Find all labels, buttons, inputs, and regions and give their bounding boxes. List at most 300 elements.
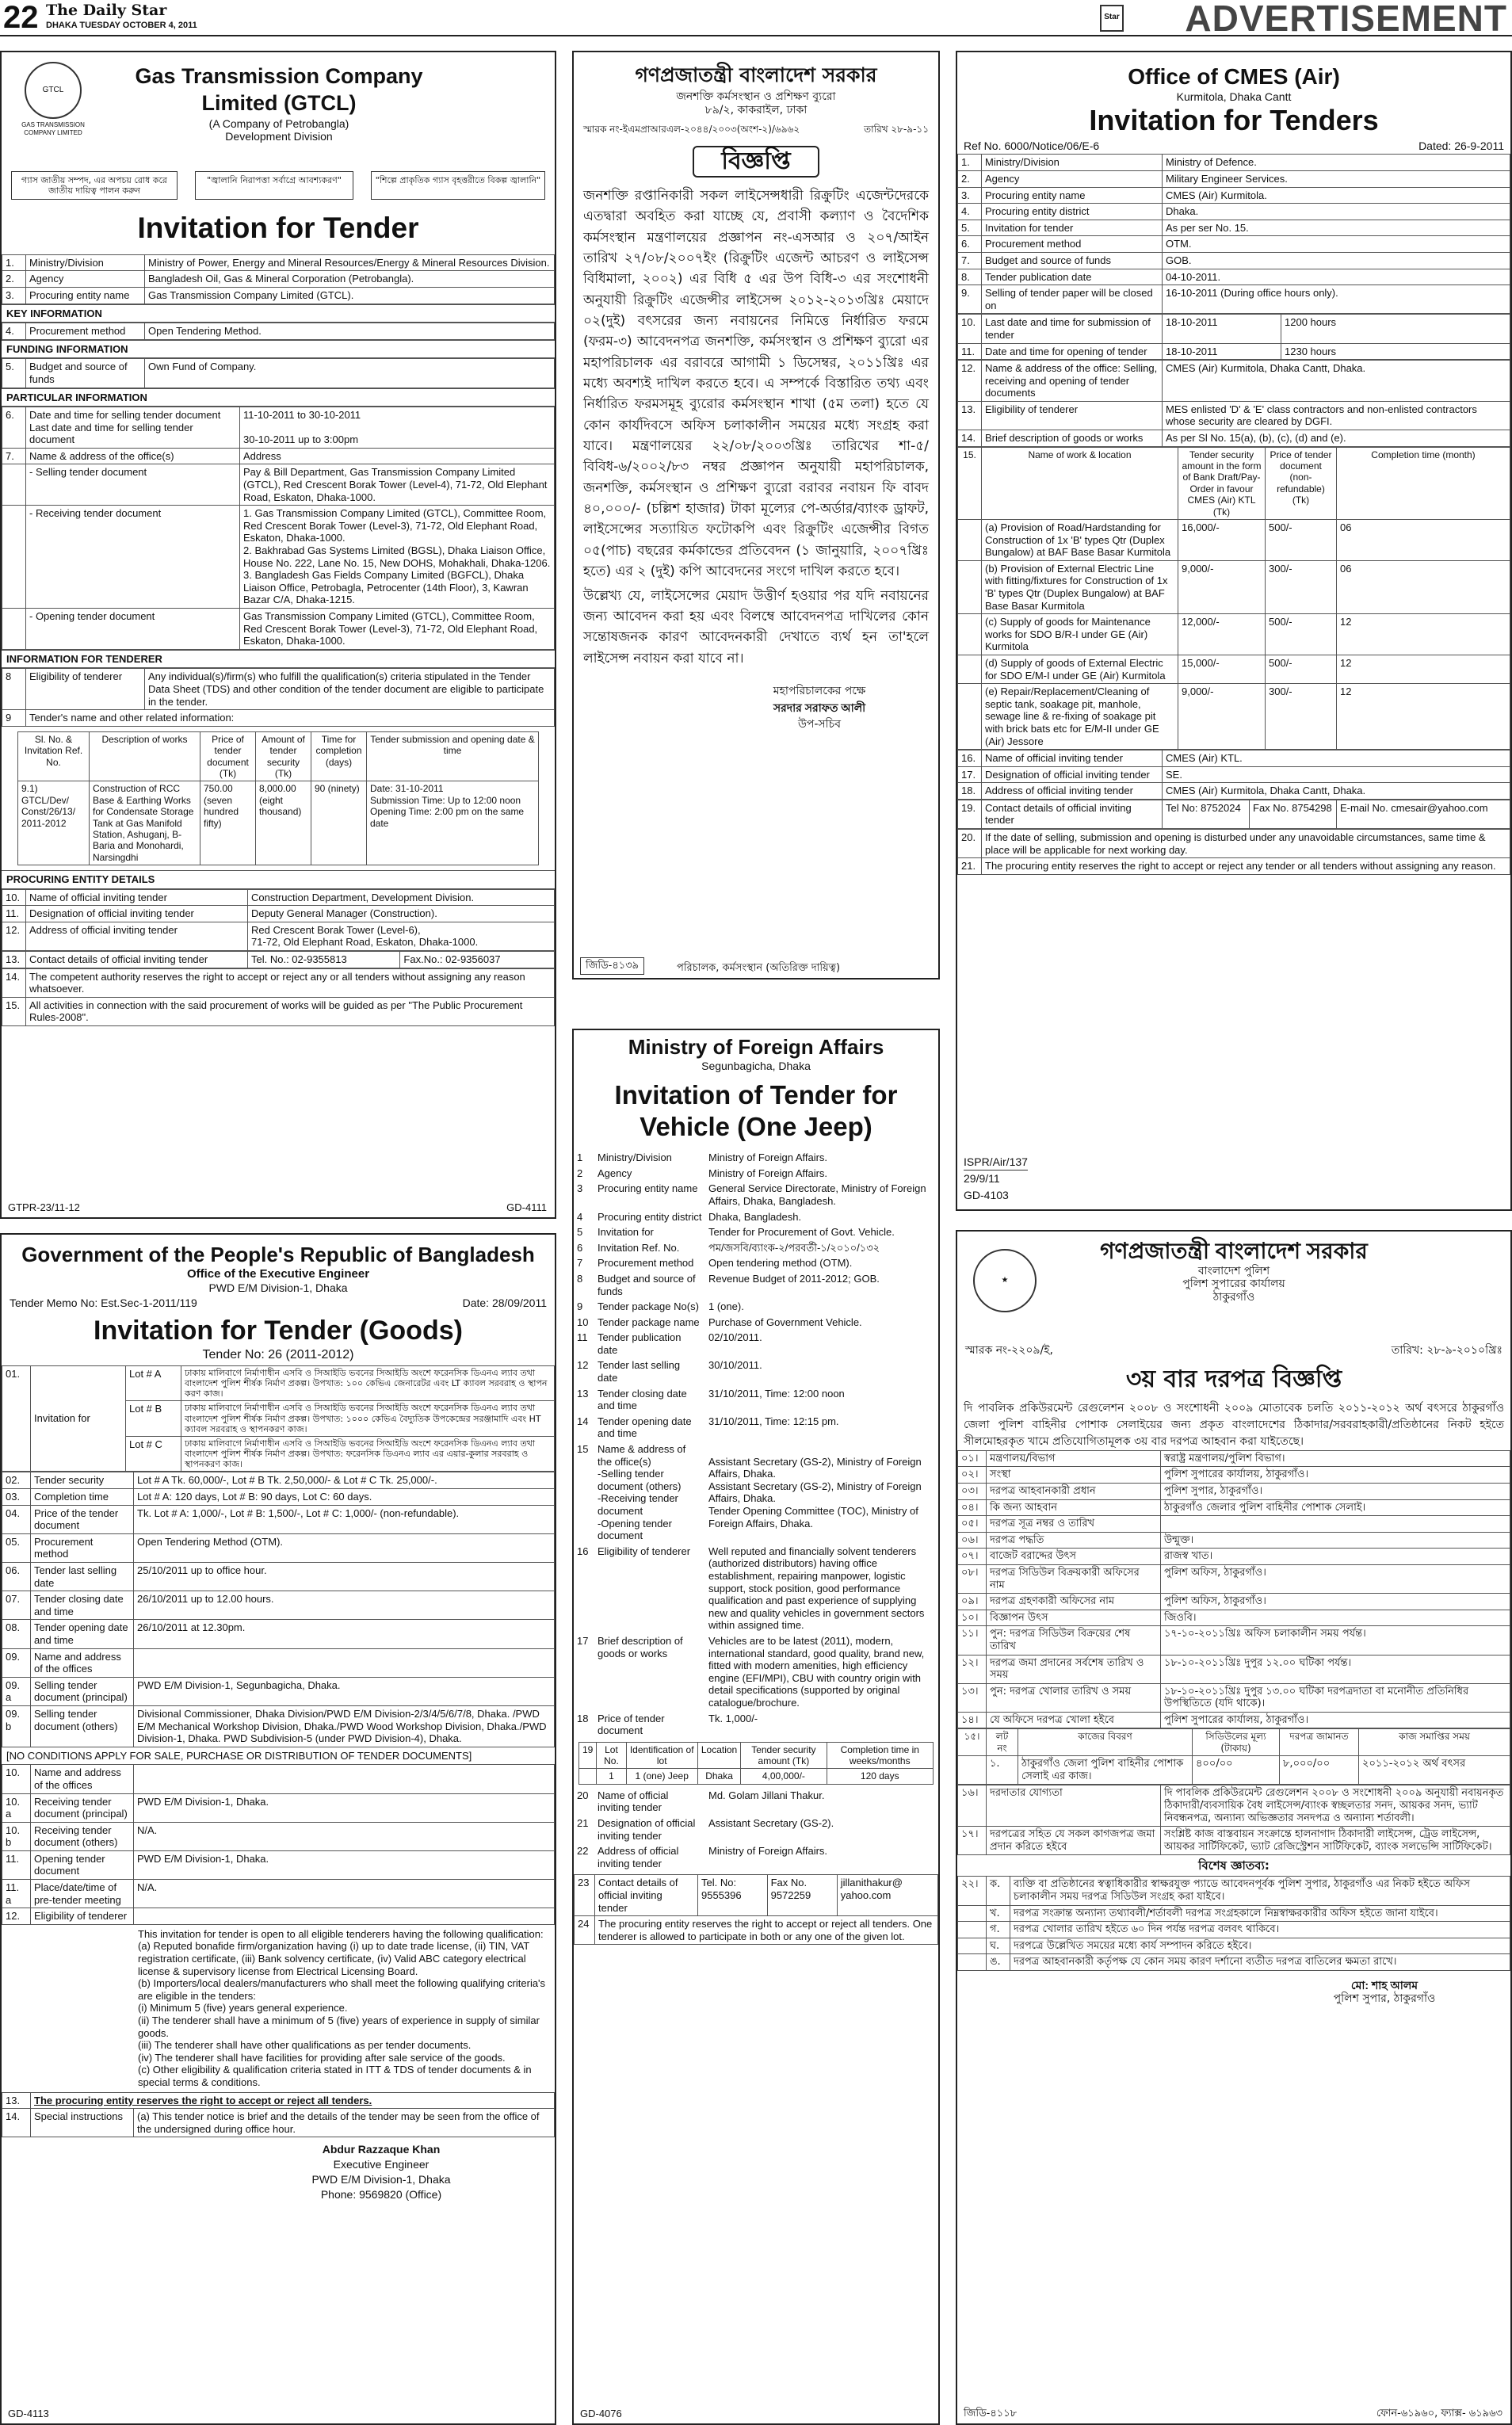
table-row [574,1633,938,1711]
police-footer-phone: ফোন-৬১৯৬০, ফ্যাক্স- ৬১৯৬৩ [1376,2408,1502,2420]
cell: 19. [958,800,982,828]
table-cell: ১৬। [958,1785,987,1827]
table-row [958,560,1510,613]
mofa-org: Ministry of Foreign Affairs [628,1035,884,1059]
table-cell: 1. [2,254,26,271]
table-row [958,684,1510,750]
table-cell: জিওবি। [1161,1610,1510,1626]
bureau-dept: জনশক্তি কর্মসংস্থান ও প্রশিক্ষণ ব্যুরো [676,90,836,103]
table-cell: (c) Supply of goods for Maintenance works for SDO B/R-I under GE (Air) Kurmitola [982,614,1178,655]
table-row [18,731,539,781]
table-cell: GOB. [1163,252,1510,269]
table-cell: 14 [577,1415,589,1427]
table-row [574,1209,938,1225]
table-cell: 09. b [2,1705,31,1747]
cmes-ispr: ISPR/Air/137 [964,1154,1028,1170]
table-cell: 10. b [2,1822,31,1850]
table-cell: N/A. [134,1880,555,1908]
table-cell: Procurement method [598,1257,694,1270]
mofa-tender-ad [572,1029,940,2425]
table-row [2,1850,555,1879]
cell: Contact details of official inviting tender [595,1875,698,1916]
cmes-ref: Ref No. 6000/Notice/06/E-6 [964,139,1100,152]
mofa-footer-gd: GD-4076 [580,2408,622,2420]
table-cell [958,1938,987,1954]
cell: (a) This tender notice is brief and the details of the tender may be seen from the office of the undersigned during office hour. [134,2109,555,2137]
table-cell: Tender closing date and time [598,1387,687,1412]
slogan-1: গ্যাস জাতীয় সম্পদ, এর অপচয় রোধ করে জাতীয় দায়িত্ব পালন করুন [11,171,178,200]
table-cell: Amount of tender security (Tk) [256,731,311,781]
table-cell: Place/date/time of pre-tender meeting [31,1880,134,1908]
table-cell: পুলিশ অফিস, ঠাকুরগাঁও। [1161,1564,1510,1593]
table-cell: Ministry of Foreign Affairs. [708,1845,828,1858]
table-cell: বাজেট বরাদ্দের উৎস [987,1549,1161,1565]
cell: 14. [2,2109,31,2137]
table-cell: 06. [2,1563,31,1591]
table-cell: 26/10/2011 at 12.30pm. [134,1620,555,1648]
table-cell [958,684,982,750]
table-cell: 3. [958,187,982,204]
table-cell: Purchase of Government Vehicle. [708,1316,862,1328]
bureau-gov-title: গণপ্রজাতন্ত্রী বাংলাদেশ সরকার [635,63,877,86]
table-cell: ২০১১-২০১২ অর্থ বৎসর [1359,1756,1510,1785]
pwd-sign-title: Executive Engineer [333,2158,430,2171]
table-cell: Sl. No. & Invitation Ref. No. [18,731,90,781]
table-cell: Last date and time for submission of tender [982,315,1163,343]
section-title: ADVERTISEMENT [1185,0,1507,39]
table-cell: 7 [577,1257,583,1270]
table-cell: দরপত্র জমা প্রদানের সর্বশেষ তারিখ ও সময় [987,1655,1161,1683]
table-cell: 6 [577,1241,583,1254]
table-cell: 500/- [1266,655,1337,683]
table-cell: 4,00,000/- [741,1769,827,1784]
gtcl-logo [17,62,89,136]
table-cell: ৮,০০০/০০ [1280,1756,1359,1785]
table-cell: Gas Transmission Company Limited (GTCL), Committee Room, Red Crescent Borak Tower (Level-3), 71-72, Old Elephant Road, Eskaton, Dhaka-1000. [240,609,555,650]
table-cell: ০৯। [958,1594,987,1610]
table-cell: Date and time for opening of tender [982,343,1163,360]
table-cell [134,1648,555,1677]
table-cell: 1 [597,1769,626,1784]
table-cell: Gas Transmission Company Limited (GTCL). [145,287,555,304]
table-cell: 500/- [1266,520,1337,561]
gtcl-table-c [2,358,555,388]
table-cell: Procuring entity name [982,187,1163,204]
table-cell: CMES (Air) KTL. [1163,750,1510,767]
cmes-time-table [957,314,1510,360]
table-row [2,1677,555,1705]
table-cell: উন্মুক্ত। [1161,1532,1510,1549]
table-cell: 9. [958,285,982,314]
table-cell: 04-10-2011. [1163,269,1510,285]
table-row [574,1330,938,1358]
table-cell: Tender publication date [598,1331,682,1356]
cmes-contact [957,800,1510,829]
table-cell: Tender security amount (Tk) [741,1742,827,1769]
table-cell: 9.1) GTCL/Dev/ Const/26/13/ 2011-2012 [18,781,90,865]
police-l2: পুলিশ সুপারের কার্যালয় [1182,1277,1285,1291]
table-cell: Procurement method [31,1533,134,1562]
table-cell: OTM. [1163,236,1510,253]
table-cell: ১৮-১০-২০১১খ্রিঃ দুপুর ১৩.০০ ঘটিকা দরপত্রদাতা বা মনোনীত প্রতিনিধির উপস্থিতিতে (যদি থাকে)। [1161,1683,1510,1712]
police-special: বিশেষ জ্ঞাতব্য: [1198,1858,1270,1873]
table-cell: Lot No. [597,1742,626,1769]
table-cell: ঠাকুরগাঁও জেলা পুলিশ বাহিনীর পোশাক সেলাই এর কাজ। [1018,1756,1193,1785]
gtcl-table-b [2,323,555,340]
table-cell: মন্ত্রণালয়/বিভাগ [987,1450,1161,1467]
table-cell: 18 [577,1712,589,1724]
table-row [958,285,1510,314]
table-cell: ১৩। [958,1683,987,1712]
table-row [2,506,555,609]
cell: 01. [2,1365,31,1472]
pwd-memo: Tender Memo No: Est.Sec-1-2011/119 [10,1296,197,1309]
table-cell: 11. [2,1850,31,1879]
table-cell: পুলিশ সুপারের কার্যালয়, ঠাকুরগাঁও। [1161,1467,1510,1484]
table-row [958,1905,1510,1922]
table-cell: CMES (Air) Kurmitola, Dhaka Cantt, Dhaka. [1163,361,1510,402]
table-row [574,1788,938,1816]
table-cell: Vehicles are to be latest (2011), modern, international standard, good quality, brand new, fitted with modern amenities, high efficiency engine (EFI/MPI), CBU with country origin with detail specifications (supported by original catalogue/brochure. [708,1634,925,1709]
police-sign-name: মো: শাহ আলম [1350,1978,1418,1992]
table-cell: Open Tendering Method. [145,323,555,340]
table-row [958,252,1510,269]
table-row [574,1315,938,1331]
gtcl-eligibility [2,668,555,726]
table-row [579,1769,934,1784]
table-cell: 4. [2,323,26,340]
table-cell: দরপত্র আহবানকারী কর্তৃপক্ষ যে কোন সময় কারণ দর্শানো ব্যতীত দরপত্র বাতিলের ক্ষমতা রাখে। [1010,1954,1510,1971]
cell: 13. [2,952,26,968]
table-cell: ০১। [958,1450,987,1467]
police-sign-title: পুলিশ সুপার, ঠাকুরগাঁও [1333,1992,1436,2005]
table-cell: পুলিশ অফিস, ঠাকুরগাঁও। [1161,1594,1510,1610]
pwd-items-13-14 [2,2092,555,2138]
table-row [958,1483,1510,1499]
page-header [0,0,1512,39]
table-row [2,968,555,997]
issue-date: DHAKA TUESDAY OCTOBER 4, 2011 [46,21,197,30]
gtcl-table-a [2,254,555,304]
table-row [958,1877,1510,1905]
table-cell [2,609,26,650]
table-row [2,464,555,506]
table-cell: 11. [2,906,26,922]
table-cell: ক. [987,1877,1010,1905]
cell: jillanithakur@ yahoo.com [837,1875,937,1916]
gtcl-title: Invitation for Tender [137,212,419,245]
table-cell [958,655,982,683]
table-cell: 18-10-2011 [1163,315,1281,343]
table-cell: দরপত্র খোলার তারিখ হইতে ৬০ দিন পর্যন্ত দরপত্র বলবৎ থাকিবে। [1010,1922,1510,1938]
table-cell: Tender package No(s) [598,1300,699,1313]
table-cell: Dhaka, Bangladesh. [708,1210,802,1223]
table-cell: Dhaka. [1163,204,1510,220]
bureau-address: ৮৯/২, কাকরাইল, ঢাকা [704,103,808,116]
table-cell: Description of works [90,731,200,781]
table-row [958,1516,1510,1533]
table-cell: 17 [577,1634,589,1647]
table-cell: লট নং [987,1729,1018,1756]
bureau-notice-title: বিজ্ঞপ্তি [693,146,819,178]
table-cell: 21. [958,858,982,875]
bureau-body-2: উল্লেখ্য যে, লাইসেন্সের মেয়াদ উত্তীর্ণ হওয়ার পর যদি নবায়নের জন্য আবেদন করা হয় এবং বিলম্বে আবেদনপত্র দাখিলের কোন সন্তোষজনক কারণ আবেদনকারী দেখাতে ব্যর্থ হন তা'হলে লাইসেন্স নবায়ন করা যাবে না। [583,587,929,666]
table-cell: Date: 31-10-2011 Submission Time: Up to 12:00 noon Opening Time: 2:00 pm on the same date [367,781,539,865]
cell: Tel No: 8752024 [1163,800,1250,828]
gtcl-tender-ad [0,51,556,1219]
table-cell: ১৭। [958,1827,987,1855]
table-row [2,287,555,304]
table-row [958,1729,1510,1756]
table-cell: 11. a [2,1880,31,1908]
cell: 23 [575,1875,595,1916]
cell: Lot # A [126,1365,181,1401]
table-cell: 1230 hours [1281,343,1510,360]
table-cell: কি জন্য আহবান [987,1499,1161,1516]
table-row [958,766,1510,783]
gtcl-lot-table [17,731,539,865]
cell: Fax.No.: 02-9356037 [400,952,555,968]
table-row [958,1655,1510,1683]
table-cell: Tender submission and opening date & time [367,731,539,781]
table-cell: Tk. Lot # A: 1,000/-, Lot # B: 1,500/-, Lot # C: 1,000/- (non-refundable). [134,1505,555,1533]
table-cell: Name of work & location [982,447,1178,519]
table-cell: ০৩। [958,1483,987,1499]
table-cell: - Selling tender document [26,464,240,506]
cmes-tender-ad [956,51,1512,1211]
table-cell: Completion time (month) [1337,447,1510,519]
cmes-table-b [957,360,1510,447]
table-cell: Eligibility of tenderer [598,1545,691,1557]
table-cell: 15. [958,447,982,519]
funding-info-heading: FUNDING INFORMATION [2,340,555,359]
table-cell: Completion time in weeks/months [827,1742,933,1769]
table-cell: 04. [2,1505,31,1533]
table-cell: 12 [1337,614,1510,655]
cell: ঢাকায় মালিবাগে নির্মাণাধীন এসবি ও সিআইডি ভবনের সিআইডি অংশে ফরেনসিক ডিএনএ ল্যাব তথা বাংলাদেশ পুলিশ শীর্ষক নির্মাণ প্রকল্প। উপখাত: ১০০ কেভিএ জেনারেটর এবং LT ক্যাবল সরবরাহ ও স্থাপন করণ কাজ। [181,1365,555,1401]
table-cell: Price of tender document (Tk) [200,731,256,781]
gtcl-division: Development Division [225,130,333,143]
table-cell: 13 [577,1387,589,1400]
table-cell: 18. [958,783,982,800]
table-cell: 2 [577,1167,583,1179]
table-cell: দি পাবলিক প্রকিউরমেন্ট রেগুলেশন ২০০৮ ও সংশোধনী ২০০৯ অনুযায়ী নবায়নকৃত ঠিকাদারী/ব্যবসায়িক বৈধ লাইসেন্স/ব্যাংক স্বচ্ছলতার সনদ, আয়কর সনদ, ভ্যাট নিবন্ধনপত্র, অন্যান্য অভিজ্ঞতার সনদপত্র ও অন্যান্য শর্তাবলী। [1161,1785,1510,1827]
table-cell: ১৮-১০-২০১১খ্রিঃ দুপুর ১২.০০ ঘটিকা পর্যন্ত। [1161,1655,1510,1683]
table-cell: The procuring entity reserves the right to accept or reject any tender or all tenders without assigning any reason. [982,858,1510,875]
cell: Lot # C [126,1436,181,1472]
table-row [2,609,555,650]
table-row [2,906,555,922]
table-cell: 7. [2,448,26,464]
table-cell: 11 [577,1331,588,1344]
pwd-sign-name: Abdur Razzaque Khan [322,2143,441,2156]
table-row [2,1880,555,1908]
table-cell: Invitation for tender [982,220,1163,236]
table-cell: Open tendering method (OTM). [708,1257,853,1270]
table-row [2,1533,555,1562]
pwd-sign-office: PWD E/M Division-1, Dhaka [311,2173,451,2186]
table-cell: 10. [2,1765,31,1793]
table-cell: 4. [958,204,982,220]
table-row [574,1816,938,1843]
table-cell: Brief description of goods or works [598,1634,683,1659]
table-cell: কাজের বিবরণ [1018,1729,1193,1756]
police-l3: ঠাকুরগাঁও [1212,1291,1255,1304]
table-cell: Designation of official inviting tender [598,1817,696,1842]
table-row [958,430,1510,447]
table-row [2,1705,555,1747]
table-cell: দরপত্র আহবানকারী প্রধান [987,1483,1161,1499]
table-row [958,187,1510,204]
table-cell: PWD E/M Division-1, Dhaka. [134,1850,555,1879]
table-cell: Receiving tender document (principal) [31,1793,134,1822]
table-cell: পুন: দরপত্র সিডিউল বিক্রয়ের শেষ তারিখ [987,1626,1161,1655]
table-cell: 9,000/- [1178,560,1266,613]
table-cell: 1 (one). [708,1300,744,1313]
table-cell: 750.00 (seven hundred fifty) [200,781,256,865]
table-cell: Construction of RCC Base & Earthing Works for Condensate Storage Tank at Gas Manifold Station, Ashuganj, B-Baria and Monohardi, Narsingdhi [90,781,200,865]
table-cell: Opening tender document [31,1850,134,1879]
table-row [2,1648,555,1677]
table-cell: Tender publication date [982,269,1163,285]
table-cell [958,560,982,613]
table-row [2,1620,555,1648]
table-cell: Red Crescent Borak Tower (Level-6), 71-72, Old Elephant Road, Eskaton, Dhaka-1000. [248,922,555,950]
table-cell: N/A. [134,1822,555,1850]
table-cell: PWD E/M Division-1, Dhaka. [134,1793,555,1822]
pwd-table-a [2,1472,555,1747]
table-row [958,361,1510,402]
table-cell: 12. [2,1908,31,1925]
table-cell: Completion time [31,1489,134,1506]
tenderer-info-heading: INFORMATION FOR TENDERER [2,650,555,669]
cell: Fax No. 9572259 [767,1875,837,1916]
table-cell: 06 [1337,520,1510,561]
table-cell: Eligibility of tenderer [31,1908,134,1925]
table-row [2,1563,555,1591]
table-cell: Address of official inviting tender [982,783,1163,800]
table-cell: 10 [577,1316,589,1328]
table-cell: Price of the tender document [31,1505,134,1533]
table-cell: ০৫। [958,1516,987,1533]
table-cell: 500/- [1266,614,1337,655]
pwd-gov: Government of the People's Republic of Bangladesh [21,1243,535,1266]
table-cell: Construction Department, Development Division. [248,889,555,906]
table-cell: 12. [958,361,982,402]
bureau-notice-ad [572,51,940,980]
table-cell: 5 [577,1226,583,1239]
table-cell [2,464,26,506]
bureau-body: জনশক্তি রপ্তানিকারী সকল লাইসেন্সধারী রিক্রুটিং এজেন্টদেরকে এতদ্বারা অবহিত করা যাচ্ছে যে, প্রবাসী কল্যাণ ও বৈদেশিক কর্মসংস্থান মন্ত্রণালয়ের প্রজ্ঞাপন নং-এসআর ও ২০৭/আইন তারিখ ২৭/০৮/২০০৭ইং (রিক্রুটিং এজেন্ট আচরণ ও লাইসেন্স বিধিমালা, ২০০২) এর বিধি ৫ এর উপ বিধি-৩ এর সংশোধনী অনুযায়ী রিক্রুটিং এজেন্সীর লাইসেন্স ২০১২-২০১৩খ্রিঃ মেয়াদে ০২(দুই) বৎসরের জন্য নবায়নের নিমিত্তে নির্ধারিত ফরমে (ফরম-৩) আবেদনপত্র জনশক্তি, কর্মসংস্থান ও প্রশিক্ষণ ব্যুরো এর মহাপরিচালক এর বরাবরে আগামী ১ ডিসেম্বর, ২০১১খ্রিঃ এর মধ্যে অবশ্যই দাখিল করতে হবে। এ সম্পর্কে বিস্তারিত তথ্য এবং নির্ধারিত ফরমসমূহ ব্যুরোর কর্মসংস্থান শাখা (৫ম তলা) হতে যে কোন কার্যদিবসে অফিস চলাকালীন সময়ের মধ্যে সংগ্রহ করা যাবে। মন্ত্রণালয়ের ২২/০৮/২০০৩খ্রিঃ তারিখের শা-৫/বিবিধ-৬/২০০২/৮৩ নম্বর প্রজ্ঞাপন অনুযায়ী মহাপরিচালক, জনশক্তি, কর্মসংস্থান ও প্রশিক্ষণ ব্যুরো বরাবর নবায়ন ফি বাবদ ৪০,০০০/- (চল্লিশ হাজার) টাকা মূল্যের পে-অর্ডার/ব্যাংক ড্রাফট, লাইসেন্সের সত্যায়িত ফটোকপি এবং রিক্রুটিং এজেন্সীর বিগত ০৫(পাচ) বছরের কর্মকান্ডের প্রতিবেদন (১ জানুয়ারি, ২০০৭খ্রিঃ হতে) এর ২ (দুই) কপি আবেদনের সংগে দাখিল করতে হবে। [583,187,929,580]
police-date: তারিখ: ২৮-৯-২০১০খ্রিঃ [1391,1344,1502,1357]
table-cell: As per Sl No. 15(a), (b), (c), (d) and (e). [1163,430,1510,447]
table-cell: Procuring entity name [598,1182,698,1195]
table-cell: Name and address of the offices [31,1648,134,1677]
table-cell: 06 [1337,560,1510,613]
table-cell: 30/10/2011. [708,1359,762,1372]
table-row [958,170,1510,187]
table-cell: Name of official inviting tender [982,750,1163,767]
table-cell: দরপত্র সিডিউল বিক্রয়কারী অফিসের নাম [987,1564,1161,1593]
table-cell: Tender security amount in the form of Bank Draft/Pay-Order in favour CMES (Air) KTL (Tk) [1178,447,1266,519]
bureau-sign-name: সরদার সরাফত আলী [773,701,866,714]
table-row [2,1765,555,1793]
cell: Invitation for [31,1365,126,1472]
slogan-3: "শিল্পে প্রাকৃতিক গ্যাস বৃহত্তরীতে বিকল্প জ্বালানি" [371,171,545,200]
table-cell: 120 days [827,1769,933,1784]
table-cell: ০২। [958,1467,987,1484]
table-cell: ১০। [958,1610,987,1626]
table-cell: 11. [958,343,982,360]
table-cell: Ministry of Foreign Affairs. [708,1167,828,1179]
table-row [2,271,555,288]
table-cell: General Service Directorate, Ministry of Foreign Affairs, Dhaka, Bangladesh. [708,1182,926,1207]
table-cell: Brief description of goods or works [982,430,1163,447]
table-cell: Name of official inviting tender [26,889,248,906]
cell: E-mail No. cmesair@yahoo.com [1337,800,1510,828]
table-cell [958,1756,987,1785]
police-table-a [957,1450,1510,1729]
pwd-division: PWD E/M Division-1, Dhaka [208,1281,348,1295]
table-cell: 5. [958,220,982,236]
table-cell: 8 [577,1272,583,1285]
cell: 8 [2,669,26,710]
table-row [2,922,555,950]
table-row [958,401,1510,430]
table-row [958,1549,1510,1565]
table-cell: ১১। [958,1626,987,1655]
cell: 24 [575,1916,595,1945]
table-cell: Name & address of the office(s) [26,448,240,464]
table-cell: Ministry/Division [982,155,1163,171]
table-cell: Tender last selling date [598,1359,681,1384]
table-cell: 19 [579,1742,597,1769]
cmes-foot-date: 29/9/11 [964,1172,1000,1186]
table-cell: 2. [958,170,982,187]
table-cell: 08. [2,1620,31,1648]
table-cell: Designation of official inviting tender [26,906,248,922]
table-row [958,1922,1510,1938]
table-cell: Procurement method [982,236,1163,253]
table-cell: 10. [2,889,26,906]
table-cell: ৪০০/০০ [1193,1756,1280,1785]
masthead: The Daily Star [46,2,167,19]
cmes-works-table [957,447,1510,750]
table-cell: 12 [1337,684,1510,750]
table-cell: 16,000/- [1178,520,1266,561]
table-cell [958,1905,987,1922]
table-cell: Ministry/Division [598,1151,672,1164]
table-cell: পুন: দরপত্র খোলার তারিখ ও সময় [987,1683,1161,1712]
table-cell: ২২। [958,1877,987,1905]
table-cell: If the date of selling, submission and opening is disturbed under any unavoidable circumstances, same time & place will be applicable for next working day. [982,830,1510,858]
table-row [2,359,555,388]
mofa-sub: Segunbagicha, Dhaka [701,1060,811,1073]
table-row [574,1843,938,1871]
table-cell: Revenue Budget of 2011-2012; GOB. [708,1272,880,1285]
table-row [958,1610,1510,1626]
table-cell: 1 [577,1151,583,1164]
table-row [958,447,1510,519]
table-cell: কাজ সমাপ্তির সময় [1359,1729,1510,1756]
table-cell: 09. [2,1648,31,1677]
table-cell: 5. [2,359,26,388]
table-cell: Agency [26,271,145,288]
table-cell: 14. [958,430,982,447]
table-cell: দরপত্রে উল্লেখিত সময়ের মধ্যে কার্য সম্পাদন করিতে হইবে। [1010,1938,1510,1954]
table-cell: Address [240,448,555,464]
table-cell: 7. [958,252,982,269]
